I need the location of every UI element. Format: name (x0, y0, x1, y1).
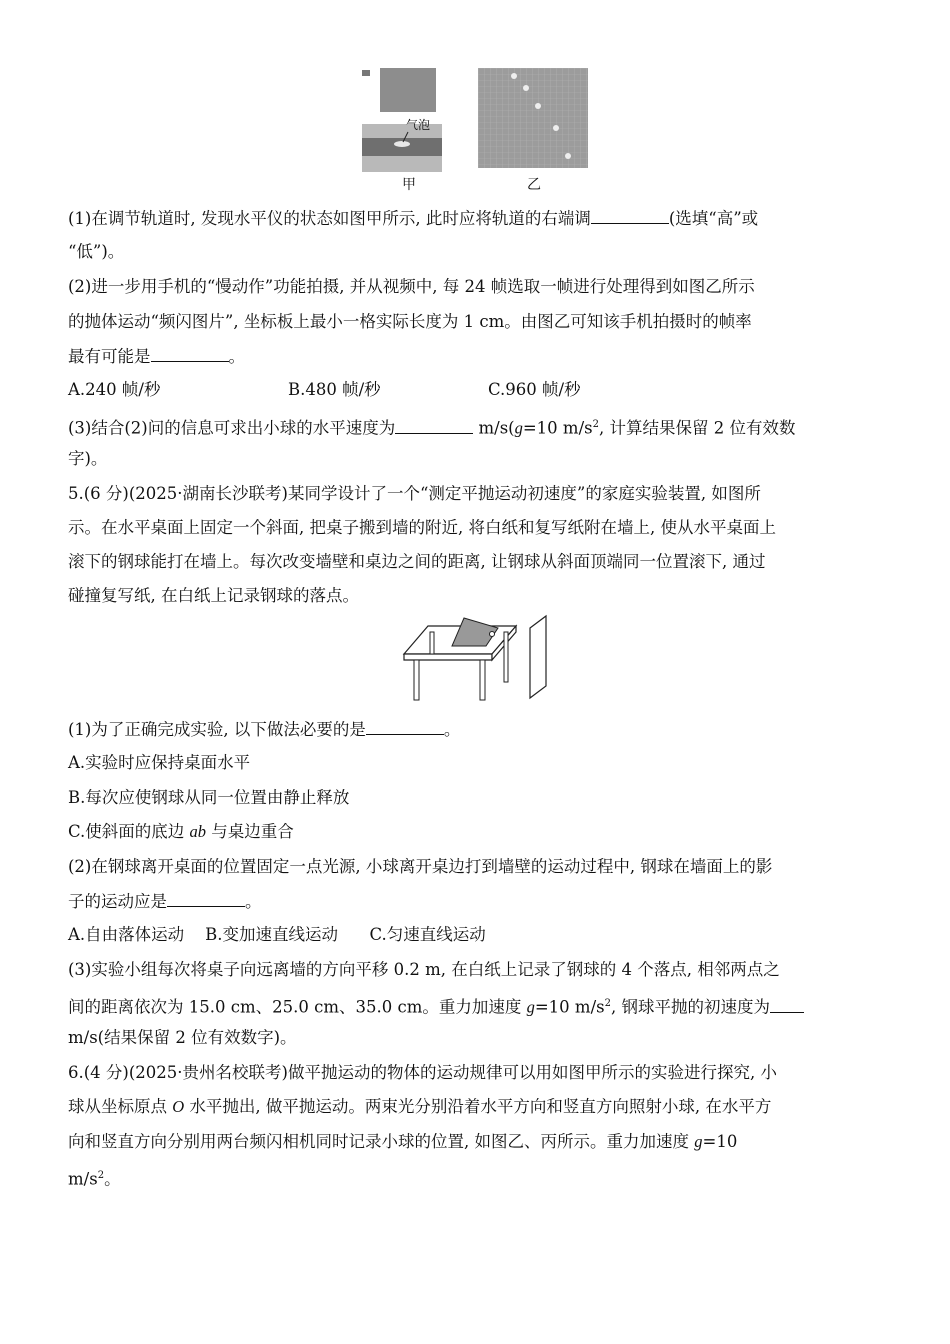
figure-yi (478, 68, 588, 168)
wall-board (530, 616, 546, 698)
q4-p1-line1: (1)在调节轨道时, 发现水平仪的状态如图甲所示, 此时应将轨道的右端调 (选填“高”或 (68, 209, 759, 228)
q5-p3-line2: 间的距离依次为 15.0 cm、25.0 cm、35.0 cm。重力加速度 g=10 $m/s^2$, 钢球平抛的初速度为 (68, 993, 888, 1019)
q5-p1: (1)为了正确完成实验, 以下做法必要的是 。 (68, 720, 461, 739)
q4-p1-line2: “低”)。 (68, 242, 125, 261)
clamp-shape (362, 70, 370, 76)
bubble-shape (394, 141, 410, 147)
q5-line1: 5.(6 分)(2025·湖南长沙联考)某同学设计了一个“测定平抛运动初速度”的家庭实验装置, 如图所 (68, 484, 761, 503)
figure-yi-caption: 乙 (527, 177, 541, 193)
answer-blank[interactable] (167, 890, 245, 907)
q5-p2-line1: (2)在钢球离开桌面的位置固定一点光源, 小球离开桌边打到墙壁的运动过程中, 钢球在墙面上的影 (68, 857, 773, 876)
table-leg (504, 632, 508, 682)
q4-p3-line2: 字)。 (68, 449, 108, 468)
level-plate (380, 68, 436, 112)
table-leg (414, 660, 419, 700)
q5-p3-line1: (3)实验小组每次将桌子向远离墙的方向平移 0.2 m, 在白纸上记录了钢球的 4 个落点, 相邻两点之 (68, 960, 780, 979)
ball-5 (565, 153, 571, 159)
ball-2 (523, 85, 529, 91)
q5-line3: 滚下的钢球能打在墙上。每次改变墙壁和桌边之间的距离, 让钢球从斜面顶端同一位置滚下, 通过 (68, 552, 766, 571)
q5-p1-option-c: C.使斜面的底边 ab 与桌边重合 (68, 822, 294, 841)
q6-line1: 6.(4 分)(2025·贵州名校联考)做平抛运动的物体的运动规律可以用如图甲所示的实验进行探究, 小 (68, 1063, 777, 1082)
q5-line2: 示。在水平桌面上固定一个斜面, 把桌子搬到墙的附近, 将白纸和复写纸附在墙上, 使从水平桌面上 (68, 518, 776, 537)
q4-p2-line1: (2)进一步用手机的“慢动作”功能拍摄, 并从视频中, 每 24 帧选取一帧进行处理得到如图乙所示 (68, 277, 755, 296)
option-b: B.480 帧/秒 (288, 380, 381, 399)
answer-blank[interactable] (591, 207, 669, 224)
figure-table-wall (400, 612, 550, 704)
ball-4 (553, 125, 559, 131)
q5-p1-option-b: B.每次应使钢球从同一位置由静止释放 (68, 788, 350, 807)
answer-blank[interactable] (395, 417, 473, 434)
q4-p3-line1: (3)结合(2)问的信息可求出小球的水平速度为 m/s(g=10 $m/s^2$, 计算结果保留 2 位有效数 (68, 418, 796, 438)
q4-p2-line3: 最有可能是 。 (68, 347, 245, 366)
steel-ball (490, 632, 495, 637)
q5-p2-options: A.自由落体运动 B.变加速直线运动 C.匀速直线运动 (68, 925, 486, 944)
option-c: C.960 帧/秒 (488, 380, 581, 399)
q5-p2-line2: 子的运动应是 。 (68, 892, 262, 911)
bubble-label: 气泡 (406, 118, 431, 132)
grid-lines (478, 68, 588, 168)
ball-1 (511, 73, 517, 79)
figure-jia-caption: 甲 (402, 177, 416, 193)
option-a: A.240 帧/秒 (68, 380, 161, 399)
table-leg (480, 660, 485, 700)
answer-blank[interactable] (151, 345, 229, 362)
q4-p2-line2: 的抛体运动“频闪图片”, 坐标板上最小一格实际长度为 1 cm。由图乙可知该手机拍摄时的帧率 (68, 312, 752, 331)
ball-3 (535, 103, 541, 109)
q5-p1-option-a: A.实验时应保持桌面水平 (68, 753, 251, 772)
table-edge (404, 654, 492, 660)
q6-line4: $m/s^2$。 (68, 1169, 121, 1189)
q6-line2: 球从坐标原点 O 水平抛出, 做平抛运动。两束光分别沿着水平方向和竖直方向照射小球, 在水平方 (68, 1097, 772, 1116)
q5-line4: 碰撞复写纸, 在白纸上记录钢球的落点。 (68, 586, 359, 605)
answer-blank[interactable] (770, 996, 804, 1013)
table-leg (430, 632, 434, 654)
figure-jia (360, 66, 444, 174)
q5-p3-line3: m/s(结果保留 2 位有效数字)。 (68, 1028, 297, 1047)
q6-line3: 向和竖直方向分别用两台频闪相机同时记录小球的位置, 如图乙、丙所示。重力加速度 g=10 (68, 1132, 738, 1151)
answer-blank[interactable] (366, 718, 444, 735)
